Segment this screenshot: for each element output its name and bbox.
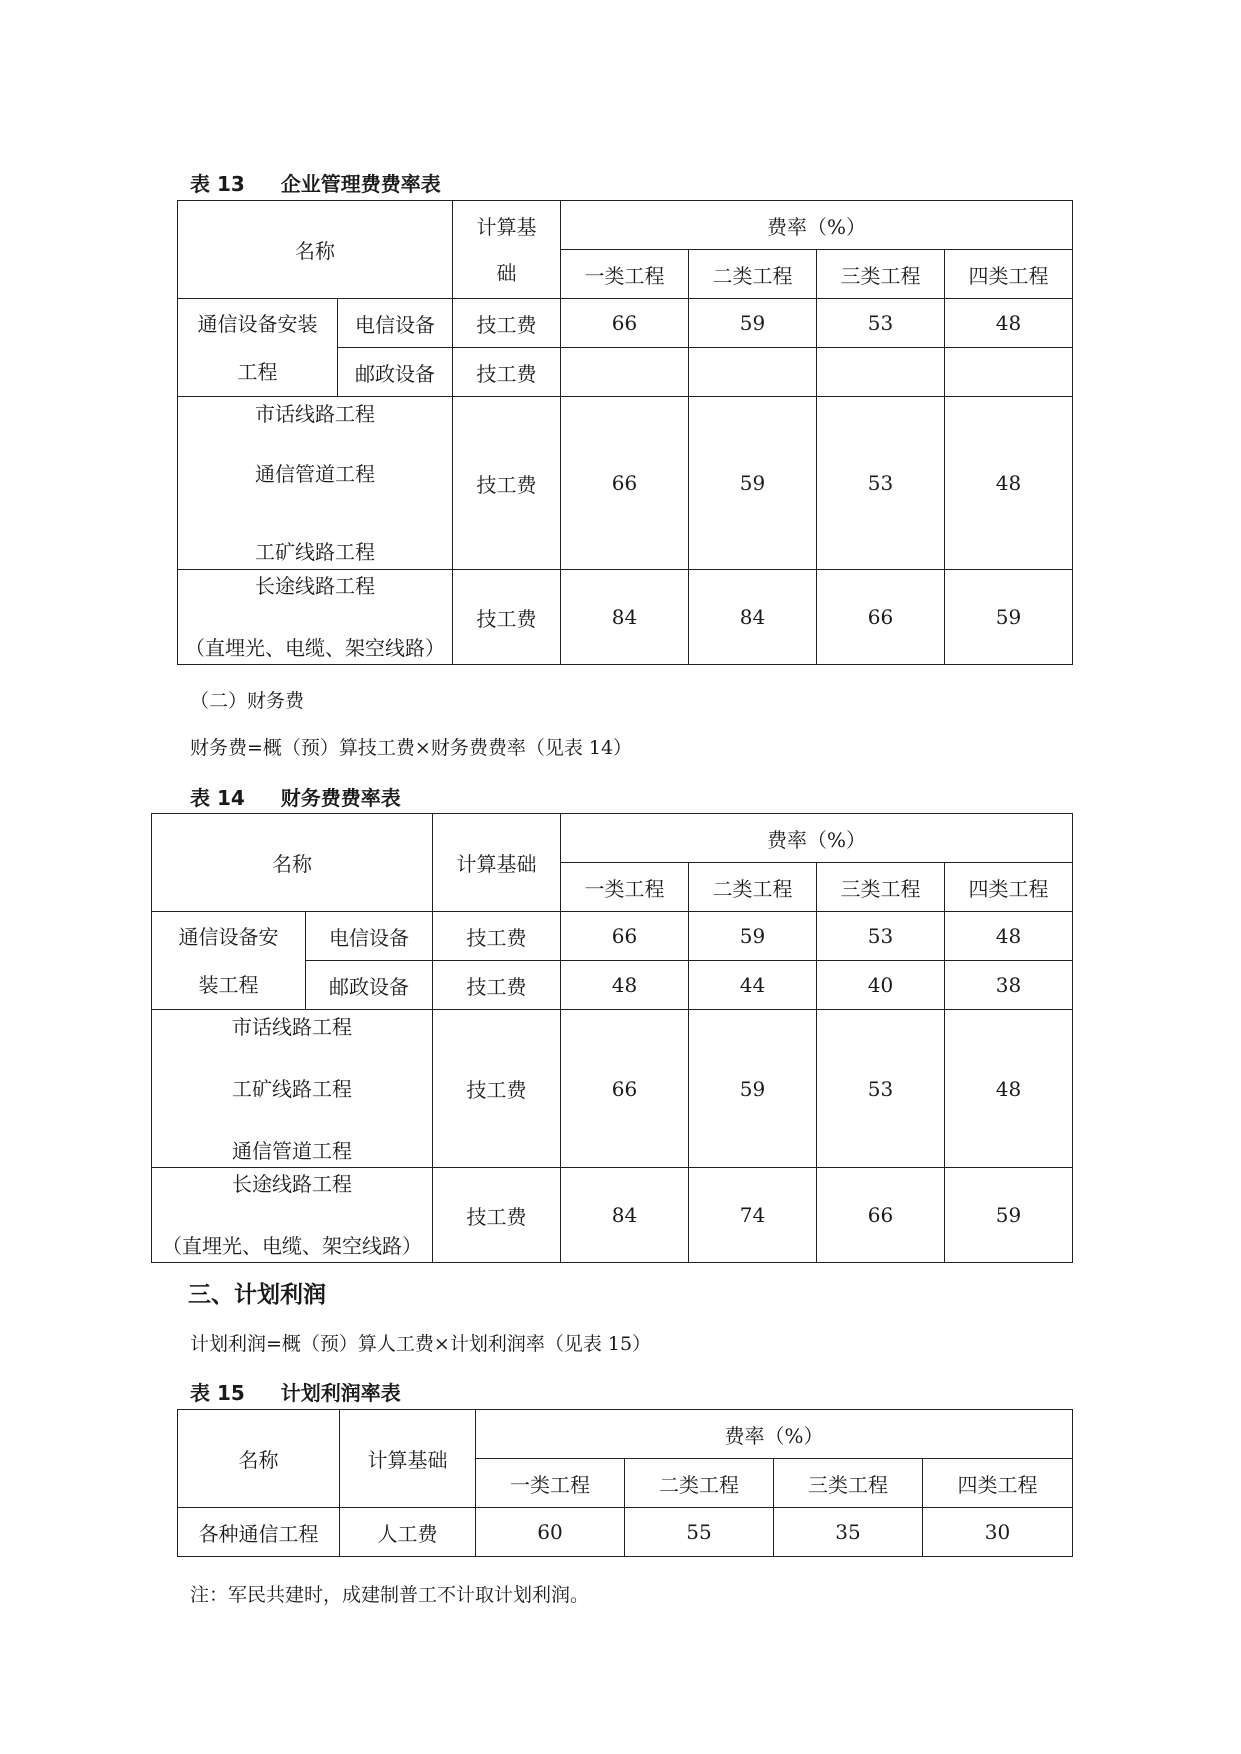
- table14-row1-name-line2: 装工程: [198, 972, 259, 997]
- table14-row1-name: [152, 912, 306, 1010]
- table15-header-class-2: 二类工程: [625, 1459, 774, 1508]
- table14-row1b-val-1: 48: [561, 961, 689, 1010]
- table15: [177, 1409, 1073, 1557]
- table14-caption: [190, 782, 401, 811]
- table15-row1-val-1: 60: [476, 1508, 625, 1557]
- table14-row2-name: [152, 1010, 433, 1168]
- table14-row2-val-4: 48: [945, 1010, 1073, 1168]
- table13: [177, 200, 1073, 665]
- table15-caption: [190, 1377, 401, 1406]
- table13-header-rate: 费率（%）: [561, 201, 1073, 250]
- profit-heading: 三、计划利润: [188, 1282, 326, 1308]
- table13-row3-val-3: 66: [817, 570, 945, 665]
- table14-row1-val-3: 53: [817, 912, 945, 961]
- table14-header-name: 名称: [152, 814, 433, 912]
- table14-row3-base: 技工费: [433, 1168, 561, 1263]
- table14: [151, 813, 1073, 1263]
- table14-row3-val-2: 74: [689, 1168, 817, 1263]
- table14-row1-sub2: 邮政设备: [306, 961, 433, 1010]
- table13-header-class-1: 一类工程: [561, 250, 689, 299]
- table13-row3-val-2: 84: [689, 570, 817, 665]
- table13-caption: [190, 168, 441, 197]
- table14-row1-base1: 技工费: [433, 912, 561, 961]
- table13-row1b-val-2: [689, 348, 817, 397]
- table13-row1-name: [178, 299, 338, 397]
- table14-row1-sub1: 电信设备: [306, 912, 433, 961]
- table13-row2-line2: 通信管道工程: [255, 462, 375, 486]
- table13-header-base: [453, 201, 561, 299]
- table14-row2-val-2: 59: [689, 1010, 817, 1168]
- table13-row2-val-2: 59: [689, 397, 817, 570]
- table13-row1-val-1: 66: [561, 299, 689, 348]
- footnote: 注：军民共建时，成建制普工不计取计划利润。: [190, 1584, 590, 1606]
- table14-row3-line2: （直埋光、电缆、架空线路）: [162, 1234, 422, 1258]
- table14-row3-name: [152, 1168, 433, 1263]
- table13-row1b-val-1: [561, 348, 689, 397]
- table14-row2-line1: 市话线路工程: [232, 1014, 352, 1039]
- table14-caption-title: 财务费费率表: [280, 786, 401, 810]
- table14-row3-line1: 长途线路工程: [232, 1172, 352, 1196]
- table14-row1-val-2: 59: [689, 912, 817, 961]
- table13-row3-name: [178, 570, 453, 665]
- finance-formula: 财务费=概（预）算技工费×财务费费率（见表 14）: [190, 737, 633, 759]
- table14-header-class-3: 三类工程: [817, 863, 945, 912]
- table15-header-class-3: 三类工程: [774, 1459, 923, 1508]
- table14-row1-val-1: 66: [561, 912, 689, 961]
- table13-row1-val-2: 59: [689, 299, 817, 348]
- table13-row2-name: [178, 397, 453, 570]
- table14-row3-val-1: 84: [561, 1168, 689, 1263]
- table15-caption-number: 表 15: [190, 1381, 245, 1405]
- table14-row2-line3: 通信管道工程: [232, 1138, 352, 1163]
- table13-row1-val-4: 48: [945, 299, 1073, 348]
- table13-header-class-3: 三类工程: [817, 250, 945, 299]
- table13-row2-base: 技工费: [453, 397, 561, 570]
- table13-header-base-line2: 础: [496, 260, 517, 285]
- table14-header-base: 计算基础: [433, 814, 561, 912]
- table15-row1-val-3: 35: [774, 1508, 923, 1557]
- table13-row1-base1: 技工费: [453, 299, 561, 348]
- table13-header-name: 名称: [178, 201, 453, 299]
- table15-header-base: 计算基础: [340, 1410, 476, 1508]
- table15-row1-val-2: 55: [625, 1508, 774, 1557]
- table14-row1b-val-3: 40: [817, 961, 945, 1010]
- table14-row3-val-4: 59: [945, 1168, 1073, 1263]
- table13-row2-line1: 市话线路工程: [255, 402, 375, 426]
- table13-row1b-val-3: [817, 348, 945, 397]
- table13-row1-name-line2: 工程: [237, 359, 278, 384]
- table14-header-rate: 费率（%）: [561, 814, 1073, 863]
- table14-row1-val-4: 48: [945, 912, 1073, 961]
- table13-row3-line2: （直埋光、电缆、架空线路）: [185, 636, 445, 660]
- table15-header-class-1: 一类工程: [476, 1459, 625, 1508]
- table13-row1b-val-4: [945, 348, 1073, 397]
- table15-header-rate: 费率（%）: [476, 1410, 1073, 1459]
- table15-header-name: 名称: [178, 1410, 340, 1508]
- table15-header-class-4: 四类工程: [923, 1459, 1073, 1508]
- table13-row2-val-4: 48: [945, 397, 1073, 570]
- finance-subtitle: （二）财务费: [190, 690, 305, 712]
- table14-header-class-2: 二类工程: [689, 863, 817, 912]
- table13-header-class-2: 二类工程: [689, 250, 817, 299]
- table13-row1-name-line1: 通信设备安装: [197, 311, 318, 336]
- table13-header-base-line1: 计算基: [476, 214, 537, 239]
- table14-caption-number: 表 14: [190, 786, 245, 810]
- table14-header-class-4: 四类工程: [945, 863, 1073, 912]
- table14-row1b-val-4: 38: [945, 961, 1073, 1010]
- table13-row2-val-1: 66: [561, 397, 689, 570]
- table14-row3-val-3: 66: [817, 1168, 945, 1263]
- table15-caption-title: 计划利润率表: [280, 1381, 401, 1405]
- table13-row1-sub2: 邮政设备: [338, 348, 453, 397]
- table14-row2-base: 技工费: [433, 1010, 561, 1168]
- table13-row1-val-3: 53: [817, 299, 945, 348]
- table13-row1-base2: 技工费: [453, 348, 561, 397]
- table13-caption-title: 企业管理费费率表: [280, 172, 441, 196]
- table14-row1b-val-2: 44: [689, 961, 817, 1010]
- table14-row1-base2: 技工费: [433, 961, 561, 1010]
- table13-caption-number: 表 13: [190, 172, 245, 196]
- table13-header-class-4: 四类工程: [945, 250, 1073, 299]
- table14-row1-name-line1: 通信设备安: [178, 924, 279, 949]
- table14-row2-val-3: 53: [817, 1010, 945, 1168]
- table14-row2-val-1: 66: [561, 1010, 689, 1168]
- table15-row1-name: 各种通信工程: [178, 1508, 340, 1557]
- table14-header-class-1: 一类工程: [561, 863, 689, 912]
- table13-row3-line1: 长途线路工程: [255, 574, 375, 598]
- table15-row1-val-4: 30: [923, 1508, 1073, 1557]
- table13-row2-val-3: 53: [817, 397, 945, 570]
- table13-row3-val-1: 84: [561, 570, 689, 665]
- table13-row3-base: 技工费: [453, 570, 561, 665]
- table13-row3-val-4: 59: [945, 570, 1073, 665]
- table13-row1-sub1: 电信设备: [338, 299, 453, 348]
- table15-row1-base: 人工费: [340, 1508, 476, 1557]
- table13-row2-line3: 工矿线路工程: [255, 540, 375, 564]
- table14-row2-line2: 工矿线路工程: [232, 1076, 352, 1101]
- profit-formula: 计划利润=概（预）算人工费×计划利润率（见表 15）: [190, 1333, 652, 1355]
